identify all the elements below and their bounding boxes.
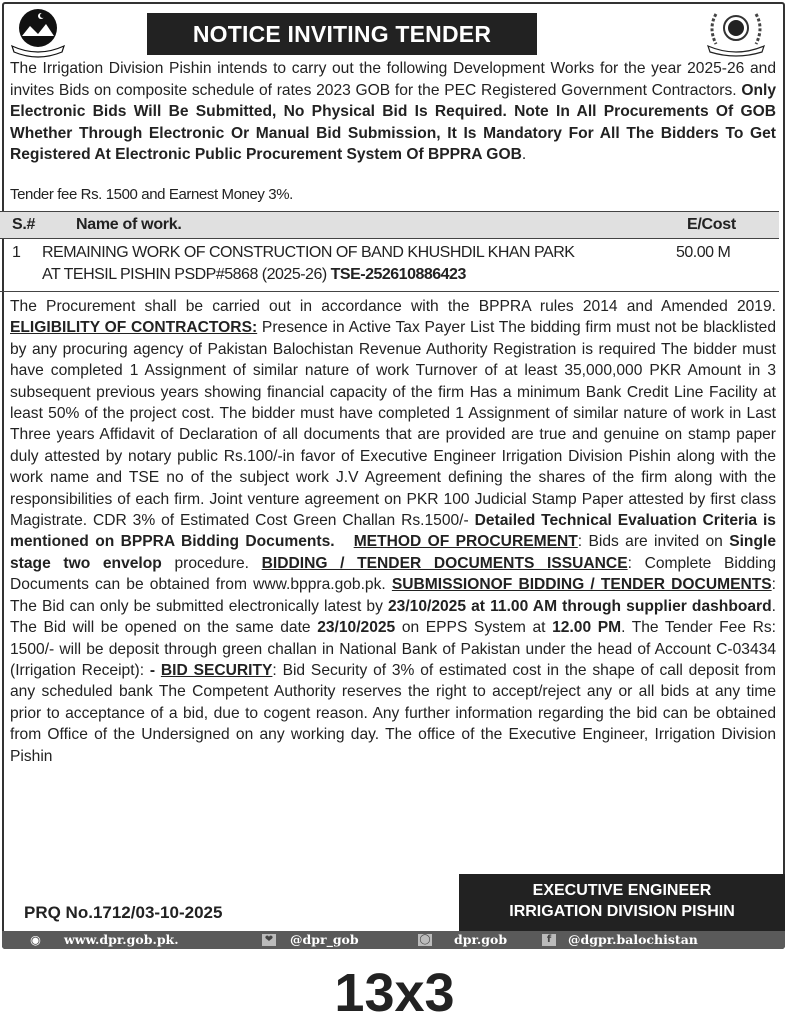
submission-text: : The Bid can only be submitted electronically latest by [10,576,776,615]
eligibility-text: Presence in Active Tax Payer List The bidding firm must not be blacklisted by any procuring agency of Pakistan Balochistan Revenue Authority Registration is required The bidder must have completed 1 Assignment of similar nature of work Turnover of at least 35,000,000 PKR Amount in 3 subsequent previous years showing financial capacity of the firm Has a minimum Bank Credit Line Facility at least 50% of the project cost. The bidder must have completed 1 Assignment of similar nature of work in Last Three years Affidavit of Declaration of all documents that are provided are true and genuine on stamp paper duly attested by notary public Rs.100/-in favor of Executive Engineer Irrigation Division Pishin along with the work name and TSE no of the subject work J.V Agreement defining the shares of the firm along with the responsibilities of each firm. Joint venture agreement on PKR 100 Judicial Stamp Paper attested by first class Magistrate. CDR 3% of Estimated Cost Green Challan Rs.1500/- [10,319,777,530]
bid-security-text: : Bid Security of 3% of estimated cost in the shape of call deposit from any scheduled bank The Competent Authority reserves the right to accept/reject any or all bids at any time prior to acceptance of a bid, due to cogent reason. Any further information regarding the bid can be obtained from Office of the Undersigned on any working day. The office of the Executive Engineer, Irrigation Division Pishin [10,661,776,765]
terms-paragraph [10,296,776,767]
submission-heading: SUBMISSIONOF BIDDING / TENDER DOCUMENTS [391,576,772,594]
row-name-line1: REMAINING WORK OF CONSTRUCTION OF BAND KHUSHDIL KHAN PARK [42,244,575,261]
criteria-bold-text: Detailed Technical Evaluation Criteria is mentioned on BPPRA Bidding Documents. [10,512,776,551]
deadline-text: 23/10/2025 at 11.00 AM through supplier dashboard [387,597,772,615]
table-header [0,212,779,239]
ad-size-label: 13x3 [334,963,455,1023]
eligibility-heading: ELIGIBILITY OF CONTRACTORS: [10,319,258,337]
single-stage-text: Single stage two envelop [10,533,776,572]
facebook-icon: f [542,934,556,946]
tender-fee-text: Tender fee Rs. 1500 and Earnest Money 3%. [10,186,293,203]
issuance-text: : Complete Bidding Documents can be obtained from www.bppra.gob.pk. [10,554,776,594]
works-table [0,211,779,292]
row-name-line2 [42,266,466,284]
signature-office: IRRIGATION DIVISION PISHIN [509,903,735,920]
table-row [0,239,779,292]
globe-icon: ◉ [30,932,41,947]
intro-text: The Irrigation Division Pishin intends to carry out the following Development Works for the year 2025-26 and invites Bids on composite schedule of rates 2023 GOB for the PEC Registered Government Contractors. [10,60,776,99]
opening-date: 23/10/2025 [317,619,396,637]
header-cost: E/Cost [687,216,736,233]
header-name: Name of work. [76,216,182,233]
opening-text: . The Bid will be opened on the same date [10,597,776,637]
footer-bar [2,931,785,949]
bid-security-heading: BID SECURITY [160,661,273,679]
intro-paragraph [10,58,776,166]
instagram-icon: ◯ [419,934,431,945]
issuance-heading: BIDDING / TENDER DOCUMENTS ISSUANCE [261,554,628,572]
intro-bold-text: Only Electronic Bids Will Be Submitted, No Physical Bid Is Required. Note In All Procurements Of GOB Whether Through Electronic Or Manual Bid Submission, It Is Mandatory For All The Bidders To Get Registered At Electronic Public Procurement System Of BPPRA GOB [10,81,776,163]
intro-end: . [521,146,527,163]
epps-text: on EPPS System at [395,619,553,637]
tender-fee-deposit-text: . The Tender Fee Rs: 1500/- will be deposit through green challan in National Bank of Pakistan under the head of Account C-03434 (Irrigation Receipt): [10,619,776,679]
dgpr-emblem-logo [700,6,772,58]
procedure-text: procedure. [161,554,262,572]
instagram-handle[interactable]: dpr.gob [454,932,508,947]
balochistan-emblem-logo [8,6,68,58]
prq-number: PRQ No.1712/03-10-2025 [24,903,223,922]
twitter-handle[interactable]: @dpr_gob [290,932,359,947]
opening-time: 12.00 PM [552,619,622,637]
procurement-rules-text: The Procurement shall be carried out in accordance with the BPPRA rules 2014 and Amended 2019. [10,298,776,315]
notice-title: NOTICE INVITING TENDER [147,13,537,55]
row-tse: TSE-252610886423 [330,266,466,283]
row-name-line2-text: AT TEHSIL PISHIN PSDP#5868 (2025-26) [42,266,327,283]
header-sn: S.# [12,216,36,233]
row-cost: 50.00 M [676,244,731,261]
method-text: : Bids are invited on [577,533,730,551]
method-heading: METHOD OF PROCUREMENT [353,533,578,551]
website-link[interactable]: www.dpr.gob.pk. [64,932,179,947]
dash-text: - [149,661,161,679]
facebook-handle[interactable]: @dgpr.balochistan [568,932,698,947]
signature-block [459,874,785,932]
signature-title: EXECUTIVE ENGINEER [532,882,712,899]
row-sn: 1 [12,244,21,261]
twitter-icon: ❤ [262,934,276,946]
